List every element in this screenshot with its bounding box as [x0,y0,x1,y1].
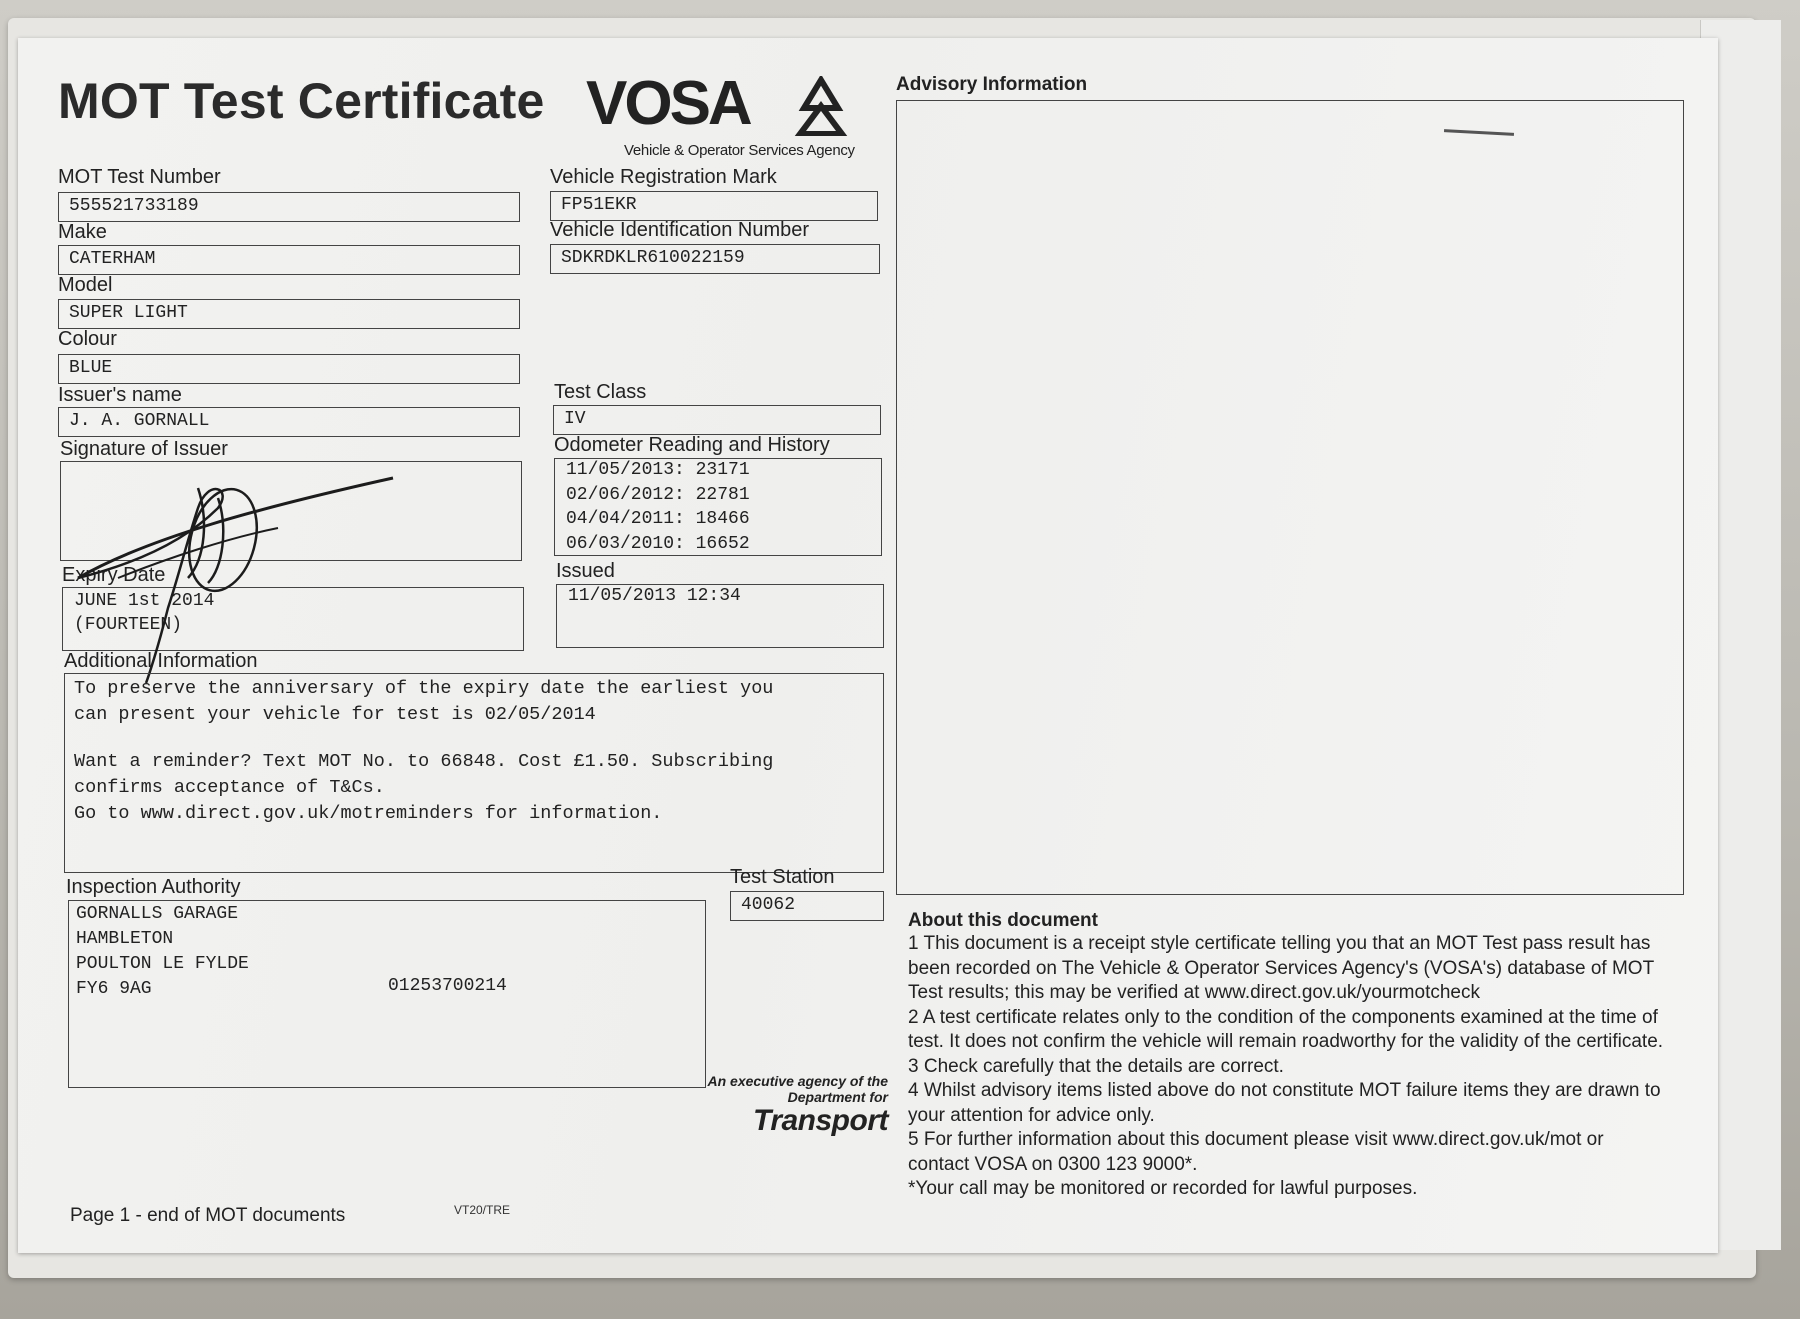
about-paragraph: Test results; this may be verified at www.direct.gov.uk/yourmotcheck [908,982,1480,1003]
dft-logo [668,1073,888,1137]
colour-label: Colour [58,328,117,350]
odometer-entry: 06/03/2010: 16652 [566,533,750,554]
odometer-entry: 04/04/2011: 18466 [566,509,750,529]
agency-name: Vehicle & Operator Services Agency [624,142,855,159]
about-paragraph: 1 This document is a receipt style certificate telling you that an MOT Test pass result has [908,933,1651,954]
dft-transport: Transport [753,1104,888,1137]
registration-label: Vehicle Registration Mark [550,166,777,188]
triangle-logo-icon [786,76,856,136]
test-station-field: 40062 [730,891,884,921]
address-line: FY6 9AG [76,979,152,999]
expiry-date-label: Expiry Date [62,564,166,586]
mot-test-number-field: 555521733189 [58,192,520,222]
odometer-entry: 02/06/2012: 22781 [566,484,750,505]
vin-label: Vehicle Identification Number [550,219,810,241]
certificate-paper [18,38,1718,1253]
model-label: Model [58,274,113,296]
make-field: CATERHAM [58,245,520,275]
additional-info-line: Want a reminder? Text MOT No. to 66848. Cost £1.50. Subscribing [74,751,774,772]
odometer-entry: 11/05/2013: 23171 [566,460,750,480]
additional-info-line: can present your vehicle for test is 02/05/2014 [74,704,596,725]
mot-test-number-label: MOT Test Number [58,166,221,188]
about-paragraph: test. It does not confirm the vehicle will remain roadworthy for the validity of the certificate. [908,1031,1664,1052]
about-heading: About this document [908,910,1098,931]
about-paragraph: 4 Whilst advisory items listed above do not constitute MOT failure items they are drawn to [908,1080,1661,1101]
address-line: HAMBLETON [76,929,174,949]
inspection-phone: 01253700214 [388,976,507,996]
make-label: Make [58,221,107,243]
odometer-history [566,458,750,556]
about-paragraph: been recorded on The Vehicle & Operator Services Agency's (VOSA's) database of MOT [908,957,1655,979]
about-paragraph: 2 A test certificate relates only to the condition of the components examined at the time of [908,1006,1658,1028]
additional-info-line: confirms acceptance of T&Cs. [74,777,385,798]
test-class-field: IV [553,405,881,435]
issued-value: 11/05/2013 12:34 [568,586,741,606]
vosa-logo-text: VOSA [586,69,750,138]
form-code: VT20/TRE [454,1203,511,1217]
about-paragraph: your attention for advice only. [908,1104,1155,1126]
page-title: MOT Test Certificate [58,73,545,129]
vin-field: SDKRDKLR610022159 [550,244,880,274]
additional-info-line: To preserve the anniversary of the expiry date the earliest you [74,678,774,699]
advisory-label: Advisory Information [896,74,1088,95]
address-line: POULTON LE FYLDE [76,954,249,974]
about-section [908,910,1708,1202]
advisory-box [896,100,1684,895]
address-line: GORNALLS GARAGE [76,904,239,924]
inspection-address [76,902,249,1002]
issuer-name-label: Issuer's name [58,384,182,406]
about-paragraph: *Your call may be monitored or recorded for lawful purposes. [908,1178,1418,1199]
vosa-logo [586,68,750,139]
test-station-label: Test Station [730,866,835,888]
issued-label: Issued [556,560,615,582]
odometer-label: Odometer Reading and History [554,434,830,456]
registration-field: FP51EKR [550,191,878,221]
expiry-date-line2: (FOURTEEN) [74,615,183,635]
about-paragraph: 3 Check carefully that the details are correct. [908,1055,1284,1077]
additional-info-label: Additional Information [64,650,258,672]
about-paragraph: 5 For further information about this document please visit www.direct.gov.uk/mot or [908,1129,1604,1150]
signature-label: Signature of Issuer [60,438,228,460]
about-paragraph: contact VOSA on 0300 123 9000*. [908,1153,1198,1175]
test-class-label: Test Class [554,381,647,403]
dft-line1: An executive agency of the [707,1073,888,1089]
additional-info-line: Go to www.direct.gov.uk/motreminders for information. [74,803,663,824]
model-field: SUPER LIGHT [58,299,520,329]
dft-line2: Department for [787,1089,888,1105]
issuer-signature [58,428,418,688]
page-note: Page 1 - end of MOT documents [70,1205,346,1226]
issuer-name-field: J. A. GORNALL [58,407,520,437]
inspection-authority-label: Inspection Authority [66,876,241,898]
expiry-date-line1: JUNE 1st 2014 [74,591,215,611]
colour-field: BLUE [58,354,520,384]
